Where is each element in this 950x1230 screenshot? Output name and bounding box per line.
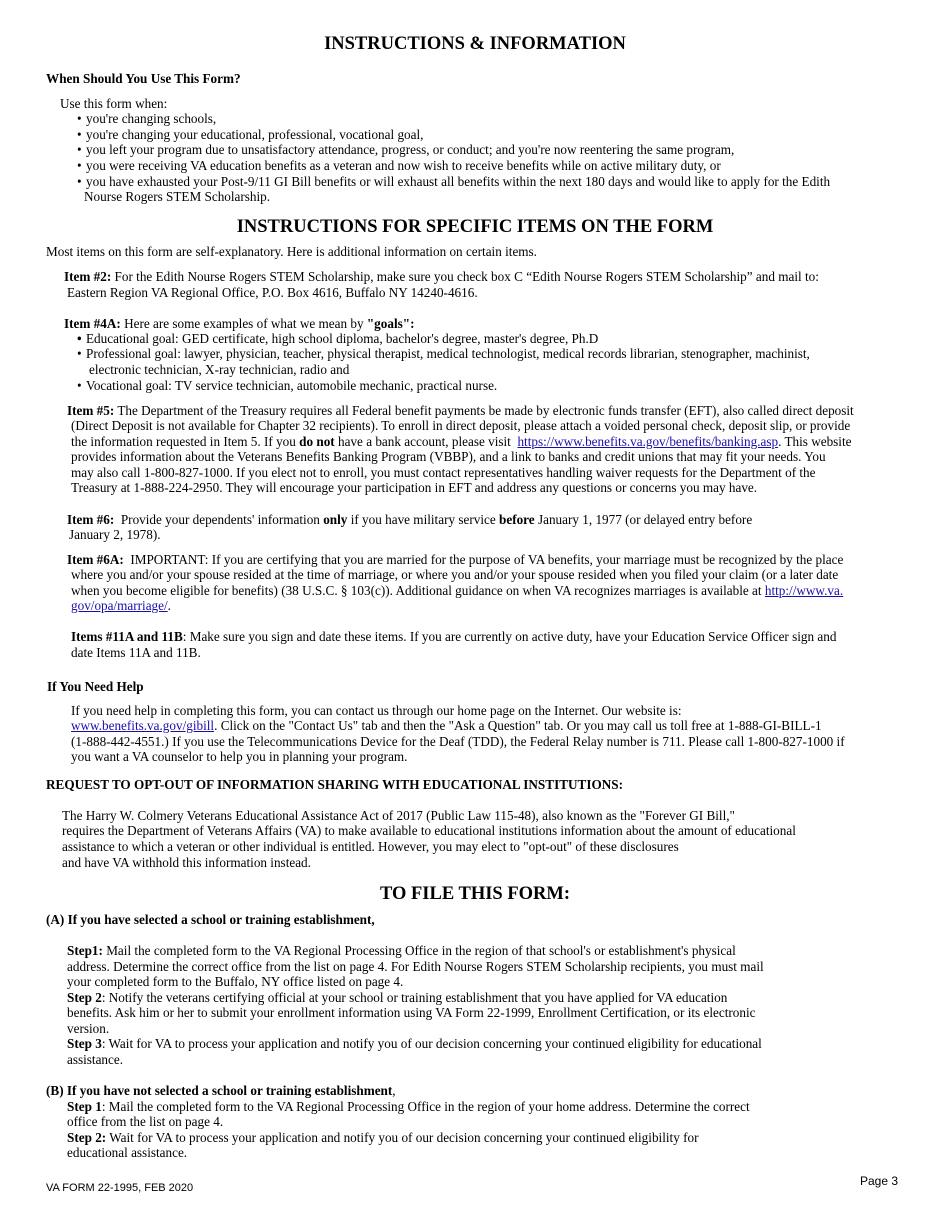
optout-l1: The Harry W. Colmery Veterans Educational Assistance Act of 2017 (Public Law 115-48), also known as the "Forever GI Bill,": [62, 808, 735, 823]
item5-l6: Treasury at 1-888-224-2950. They will encourage your participation in EFT and address any questions or concerns you may have.: [71, 480, 758, 495]
list-item: • you're changing schools,: [77, 111, 217, 126]
b-step2-l2: educational assistance.: [67, 1145, 188, 1160]
help-l2: www.benefits.va.gov/gibill. Click on the "Contact Us" tab and then the "Ask a Question" tab. Or you may call us toll free at 1-888-GI-BILL-1: [71, 718, 822, 733]
list-item: • Professional goal: lawyer, physician, teacher, physical therapist, medical technologist, medical records librarian, stenographer, machinist,: [77, 346, 810, 361]
help-l3: (1-888-442-4551.) If you use the Telecommunications Device for the Deaf (TDD), the Federal Relay number is 711. Please call 1-800-827-1000 if: [71, 734, 845, 749]
item5-l1: Item #5: The Department of the Treasury requires all Federal benefit payments be made by electronic funds transfer (EFT), also called direct deposit: [67, 403, 854, 418]
b-step1-l2: office from the list on page 4.: [67, 1114, 224, 1129]
item11-l2: date Items 11A and 11B.: [71, 645, 201, 660]
step3-l1: Step 3: Wait for VA to process your application and notify you of our decision concerning your continued eligibility for educational: [67, 1036, 762, 1051]
item2-line2: Eastern Region VA Regional Office, P.O. Box 4616, Buffalo NY 14240-4616.: [67, 285, 478, 300]
when-intro: Use this form when:: [60, 96, 168, 111]
item5-l2: (Direct Deposit is not available for Chapter 32 recipients). To enroll in direct deposit, please attach a voided personal check, deposit slip, or provide: [71, 418, 851, 433]
step2-l2: benefits. Ask him or her to submit your enrollment information using VA Form 22-1999, Enrollment Certification, or its electronic: [67, 1005, 756, 1020]
help-l1: If you need help in completing this form, you can contact us through our home page on the Internet. Our website is:: [71, 703, 682, 718]
banking-link[interactable]: https://www.benefits.va.gov/benefits/banking.asp: [517, 434, 779, 449]
step3-l2: assistance.: [67, 1052, 124, 1067]
step1-l2: address. Determine the correct office from the list on page 4. For Edith Nourse Rogers STEM Scholarship recipients, you must mail: [67, 959, 764, 974]
step1-l3: your completed form to the Buffalo, NY office listed on page 4.: [67, 974, 404, 989]
page-title: INSTRUCTIONS & INFORMATION: [324, 34, 626, 54]
step1-l1: Step1: Mail the completed form to the VA Regional Processing Office in the region of that school's or establishment's physical: [67, 943, 736, 958]
b-step1-l1: Step 1: Mail the completed form to the VA Regional Processing Office in the region of your home address. Determine the correct: [67, 1099, 750, 1114]
when-heading: When Should You Use This Form?: [46, 71, 241, 86]
optout-l2: requires the Department of Veterans Affairs (VA) to make available to educational institutions information about the amount of educational: [62, 823, 796, 838]
gibill-link[interactable]: www.benefits.va.gov/gibill: [71, 718, 215, 733]
file-b-heading: (B) If you have not selected a school or training establishment,: [46, 1083, 396, 1098]
step2-l1: Step 2: Notify the veterans certifying official at your school or training establishment that you have applied for VA education: [67, 990, 728, 1005]
optout-heading: REQUEST TO OPT-OUT OF INFORMATION SHARING WITH EDUCATIONAL INSTITUTIONS:: [46, 777, 623, 792]
list-item: • Vocational goal: TV service technician, automobile mechanic, practical nurse.: [77, 378, 498, 393]
item5-l3: the information requested in Item 5. If you do not have a bank account, please visit https://www.benefits.va.gov/benefits/banking.asp. This website: [71, 434, 852, 449]
optout-l3: assistance to which a veteran or other individual is entitled. However, you may elect to "opt-out" of these disclosures: [62, 839, 679, 854]
list-item: • you have exhausted your Post-9/11 GI Bill benefits or will exhaust all benefits within the next 180 days and would like to apply for the Edith: [77, 174, 831, 189]
list-item: • you're changing your educational, professional, vocational goal,: [77, 127, 424, 142]
item11-l1: Items #11A and 11B: Make sure you sign and date these items. If you are currently on active duty, have your Education Service Officer sign and: [71, 629, 837, 644]
list-item: • you were receiving VA education benefits as a veteran and now wish to receive benefits while on active military duty, or: [77, 158, 721, 173]
specific-heading: INSTRUCTIONS FOR SPECIFIC ITEMS ON THE FORM: [236, 217, 714, 237]
marriage-link[interactable]: http://www.va.: [764, 583, 844, 598]
item6-l1: Item #6: Provide your dependents' information only if you have military service before January 1, 1977 (or delayed entry before: [67, 512, 753, 527]
list-item: • Educational goal: GED certificate, high school diploma, bachelor's degree, master's degree, Ph.D: [77, 331, 599, 346]
help-l4: you want a VA counselor to help you in planning your program.: [71, 749, 408, 764]
page-number: Page 3: [860, 1174, 899, 1188]
item6a-l4: gov/opa/marriage/.: [71, 598, 171, 613]
item6a-l3: when you become eligible for benefits) (38 U.S.C. § 103(c)). Additional guidance on when VA recognizes marriages is available at http://www.va.: [71, 583, 844, 598]
list-item-continuation: Nourse Rogers STEM Scholarship.: [84, 189, 271, 204]
marriage-link-continued[interactable]: gov/opa/marriage/: [71, 598, 168, 613]
item6-l2: January 2, 1978).: [69, 527, 161, 542]
form-id: VA FORM 22-1995, FEB 2020: [46, 1182, 194, 1194]
item4a-line: Item #4A: Here are some examples of what we mean by "goals":: [64, 316, 415, 331]
item6a-l2: where you and/or your spouse resided at the time of marriage, or where you and/or your spouse resided when you filed your claim (or a later date: [71, 567, 839, 582]
b-step2-l1: Step 2: Wait for VA to process your application and notify you of our decision concerning your continued eligibility for: [67, 1130, 699, 1145]
file-a-heading: (A) If you have selected a school or training establishment,: [46, 912, 375, 927]
list-item: • you left your program due to unsatisfactory attendance, progress, or conduct; and you're now reentering the same program,: [77, 142, 735, 157]
file-heading: TO FILE THIS FORM:: [379, 884, 570, 904]
specific-intro: Most items on this form are self-explanatory. Here is additional information on certain items.: [46, 244, 537, 259]
item6a-l1: Item #6A: IMPORTANT: If you are certifying that you are married for the purpose of VA benefits, your marriage must be recognized by the place: [67, 552, 844, 567]
help-heading: If You Need Help: [47, 679, 144, 694]
list-item-continuation: electronic technician, X-ray technician, radio and: [89, 362, 350, 377]
item2-line1: Item #2: For the Edith Nourse Rogers STEM Scholarship, make sure you check box C “Edith Nourse Rogers STEM Scholarship” and mail to:: [64, 269, 819, 284]
item5-l5: may also call 1-800-827-1000. If you elect not to enroll, you must contact representatives handling waiver requests for the Department of the: [71, 465, 816, 480]
optout-l4: and have VA withhold this information instead.: [62, 855, 311, 870]
item5-l4: provides information about the Veterans Benefits Banking Program (VBBP), and a link to banks and credit unions that may fit your needs. You: [71, 449, 826, 464]
step2-l3: version.: [67, 1021, 110, 1036]
